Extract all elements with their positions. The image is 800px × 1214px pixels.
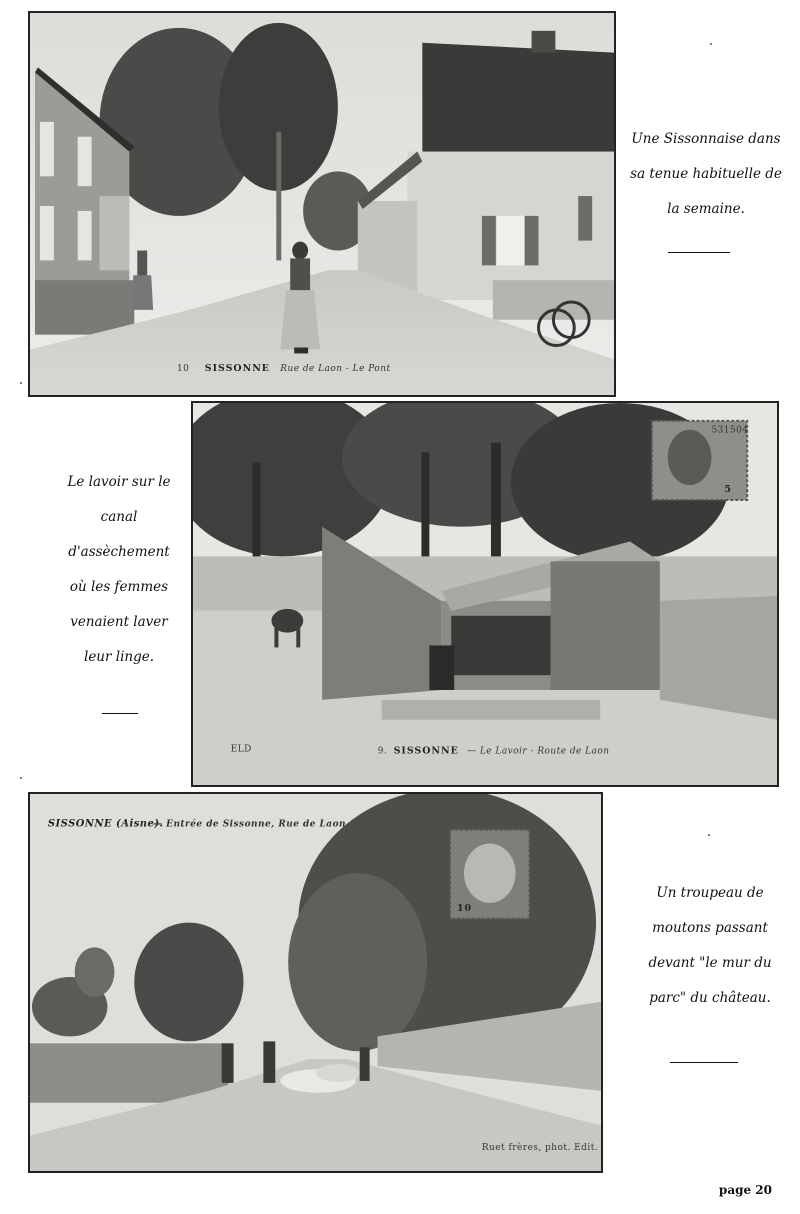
stamp-value: 10 bbox=[457, 902, 473, 914]
scan-speck bbox=[20, 382, 22, 384]
caption-line: d'assèchement bbox=[68, 544, 170, 560]
caption-lavoir bbox=[40, 465, 198, 675]
stamp-value: 5 bbox=[724, 484, 732, 496]
caption-line: venaient laver bbox=[70, 614, 168, 630]
postcard-photo-entree-sissonne bbox=[28, 792, 603, 1173]
caption-line: Le lavoir sur le bbox=[67, 474, 171, 490]
caption-divider bbox=[668, 252, 730, 253]
postcard-number: 9. bbox=[377, 746, 388, 757]
caption-line: devant "le mur du bbox=[648, 955, 772, 971]
caption-line: la semaine. bbox=[667, 201, 745, 217]
postcard-place: SISSONNE bbox=[204, 363, 270, 375]
postcard-header-place: SISSONNE (Aisne). bbox=[47, 818, 164, 830]
caption-line: parc" du château. bbox=[649, 990, 771, 1006]
caption-line: canal bbox=[100, 509, 138, 525]
page-number: page 20 bbox=[718, 1183, 772, 1197]
caption-moutons bbox=[628, 876, 792, 1016]
postcard-subtitle: — Le Lavoir - Route de Laon bbox=[467, 746, 610, 757]
caption-line: moutons passant bbox=[652, 920, 768, 936]
lavoir-illustration bbox=[193, 403, 777, 785]
caption-divider bbox=[670, 1062, 738, 1063]
stamp-code: 531504 bbox=[711, 425, 749, 436]
scan-speck bbox=[20, 777, 22, 779]
postcard-photo-rue-de-laon bbox=[28, 11, 616, 397]
caption-line: sa tenue habituelle de bbox=[630, 166, 782, 182]
scan-speck bbox=[708, 834, 710, 836]
postcard-number: 10 bbox=[176, 364, 190, 375]
caption-sissonnaise bbox=[622, 122, 790, 227]
caption-line: leur linge. bbox=[84, 649, 154, 665]
caption-line: Une Sissonnaise dans bbox=[631, 131, 781, 147]
postcard-place: SISSONNE bbox=[393, 745, 459, 757]
postcard-publisher: Ruet frères, phot. Edit. bbox=[481, 1143, 599, 1154]
caption-line: Un troupeau de bbox=[656, 885, 764, 901]
street-scene-illustration bbox=[30, 13, 614, 395]
postcard-subtitle: Rue de Laon - Le Pont bbox=[280, 364, 391, 375]
caption-line: où les femmes bbox=[69, 579, 169, 595]
caption-divider bbox=[102, 713, 138, 714]
publisher-mark: ELD bbox=[230, 744, 252, 755]
postcard-header-rest: — Entrée de Sissonne, Rue de Laon. bbox=[153, 819, 350, 830]
scan-speck bbox=[710, 43, 712, 45]
postcard-photo-lavoir bbox=[191, 401, 779, 787]
sheep-road-illustration bbox=[30, 794, 601, 1171]
